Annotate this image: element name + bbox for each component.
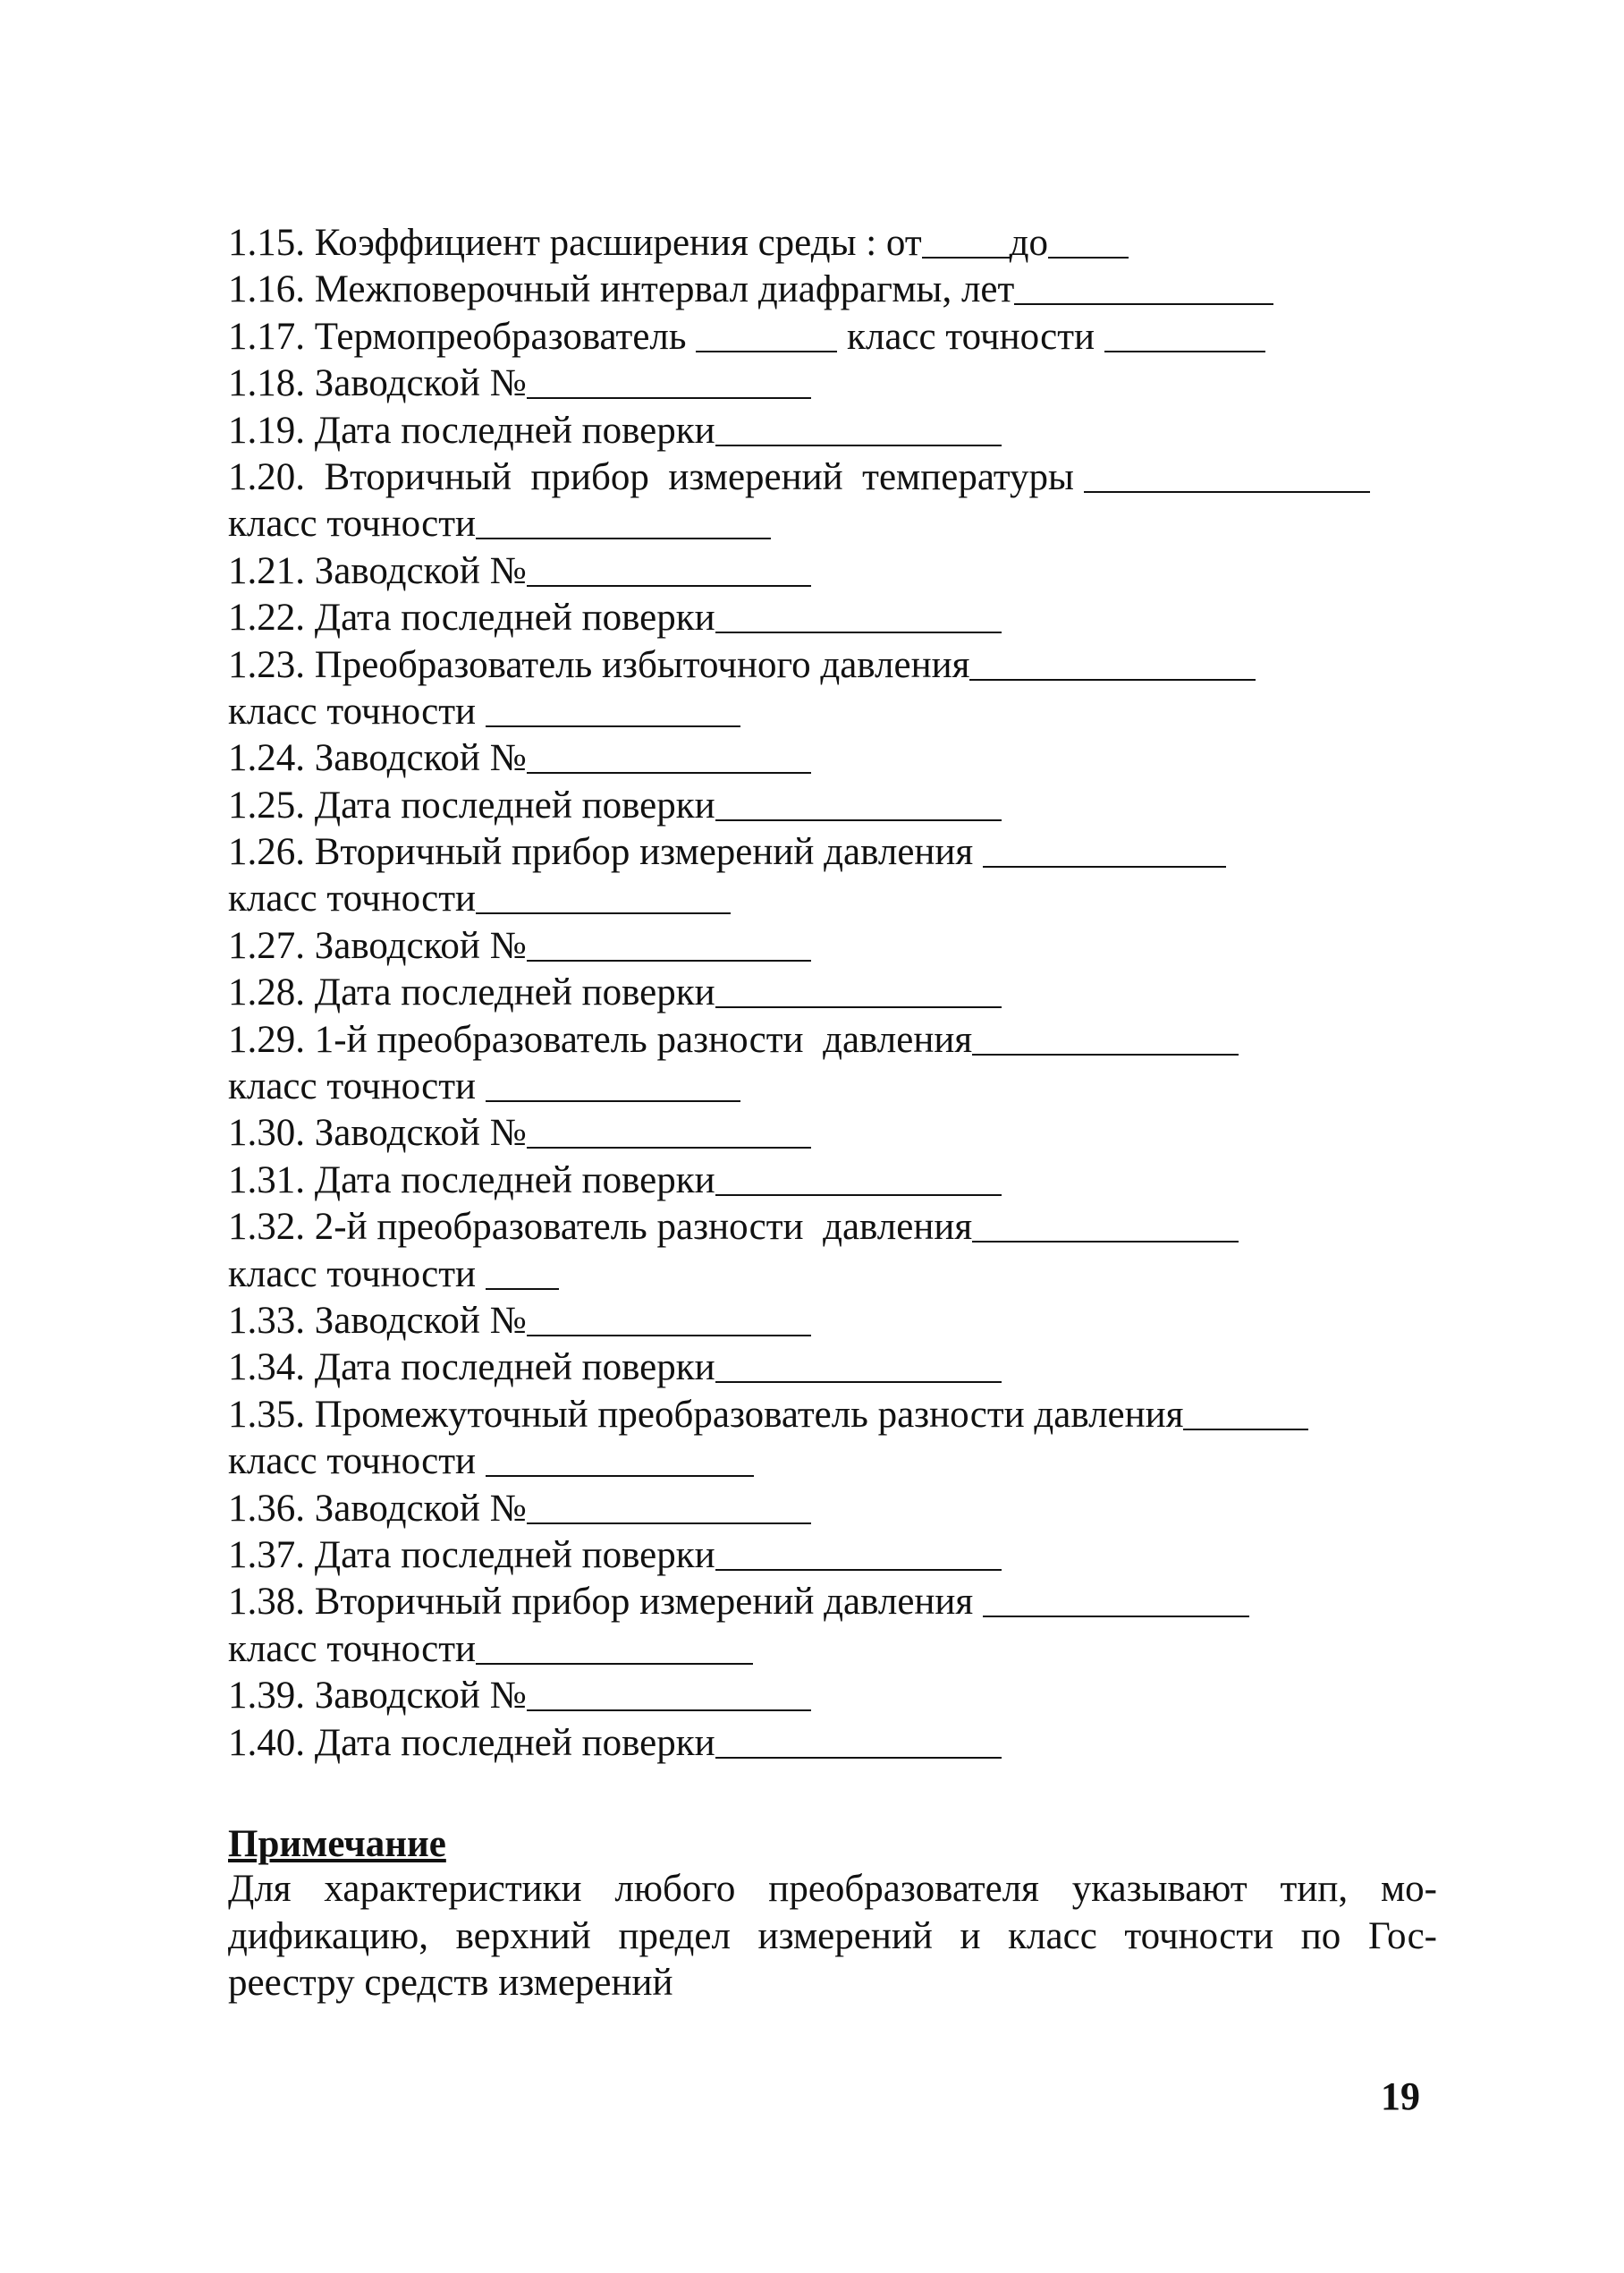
field-label: 1.25. Дата последней поверки: [228, 784, 715, 827]
form-field-line: [228, 1298, 1462, 1344]
form-field-line: [228, 1486, 1462, 1532]
blank-fill-line[interactable]: [1014, 267, 1273, 305]
form-field-line: [228, 220, 1462, 267]
field-label: 1.37. Дата последней поверки: [228, 1533, 715, 1576]
blank-fill-line[interactable]: [1183, 1393, 1308, 1430]
field-label: 1.38. Вторичный прибор измерений давления: [228, 1581, 983, 1624]
form-field-line: [228, 689, 1462, 735]
blank-fill-line[interactable]: [527, 549, 811, 587]
field-label: 1.26. Вторичный прибор измерений давления: [228, 831, 983, 874]
field-label: 1.24. Заводской №: [228, 737, 527, 780]
blank-fill-line[interactable]: [1048, 221, 1129, 259]
field-label: 1.17. Термопреобразователь: [228, 315, 697, 358]
form-field-line: [228, 642, 1462, 689]
field-label: 1.33. Заводской №: [228, 1299, 527, 1342]
blank-fill-line[interactable]: [527, 1674, 811, 1711]
form-field-line: [228, 1673, 1462, 1719]
field-label: класс точности: [228, 503, 477, 546]
form-field-line: [228, 501, 1462, 547]
form-field-line: [228, 923, 1462, 970]
blank-fill-line[interactable]: [715, 1721, 1002, 1759]
field-label: 1.19. Дата последней поверки: [228, 409, 715, 452]
note-line: Для характеристики любого преобразователя указывают тип, мо-: [228, 1868, 1437, 1910]
field-label: 1.40. Дата последней поверки: [228, 1721, 715, 1764]
form-field-line: [228, 1017, 1462, 1064]
form-field-line: [228, 1579, 1462, 1625]
blank-fill-line[interactable]: [715, 1158, 1002, 1196]
field-label: класс точности: [228, 878, 477, 920]
form-field-line: [228, 1532, 1462, 1579]
blank-fill-line[interactable]: [922, 221, 1010, 259]
form-field-line: [228, 595, 1462, 641]
form-field-line: [228, 1110, 1462, 1157]
field-label: 1.23. Преобразователь избыточного давления: [228, 643, 970, 686]
form-field-line: [228, 1344, 1462, 1391]
field-label: 1.34. Дата последней поверки: [228, 1346, 715, 1389]
field-label: 1.39. Заводской №: [228, 1675, 527, 1717]
form-field-line: [228, 454, 1462, 501]
blank-fill-line[interactable]: [486, 1252, 559, 1290]
blank-fill-line[interactable]: [1084, 455, 1370, 493]
blank-fill-line[interactable]: [527, 361, 811, 399]
field-label: класс точности: [228, 1252, 486, 1295]
blank-fill-line[interactable]: [715, 971, 1002, 1008]
blank-fill-line[interactable]: [486, 690, 740, 727]
blank-fill-line[interactable]: [527, 1111, 811, 1149]
note-heading: Примечание: [228, 1823, 446, 1865]
field-label: 1.15. Коэффициент расширения среды : от: [228, 222, 922, 264]
field-label: 1.29. 1-й преобразователь разности давления: [228, 1018, 973, 1061]
form-field-line: [228, 1204, 1462, 1251]
form-field-line: [228, 970, 1462, 1016]
form-field-line: [228, 548, 1462, 595]
field-label: 1.31. Дата последней поверки: [228, 1158, 715, 1201]
blank-fill-line[interactable]: [715, 596, 1002, 633]
blank-fill-line[interactable]: [983, 830, 1226, 868]
field-sublabel: класс точности: [837, 315, 1104, 358]
blank-fill-line[interactable]: [715, 784, 1002, 821]
field-label: 1.20. Вторичный прибор измерений температуры: [228, 455, 1084, 498]
blank-fill-line[interactable]: [983, 1580, 1249, 1617]
blank-fill-line[interactable]: [972, 1018, 1239, 1056]
form-field-line: [228, 1626, 1462, 1673]
form-field-line: [228, 314, 1462, 360]
blank-fill-line[interactable]: [476, 877, 731, 914]
blank-fill-line[interactable]: [969, 643, 1256, 681]
form-field-line: [228, 1438, 1462, 1485]
note-line: дификацию, верхний предел измерений и класс точности по Гос-: [228, 1914, 1437, 1957]
blank-fill-line[interactable]: [527, 1299, 811, 1336]
form-field-line: [228, 267, 1462, 313]
blank-fill-line[interactable]: [486, 1439, 754, 1477]
form-field-line: [228, 408, 1462, 454]
blank-fill-line[interactable]: [715, 1345, 1002, 1383]
field-label: 1.32. 2-й преобразователь разности давления: [228, 1206, 973, 1249]
form-field-line: [228, 1392, 1462, 1438]
form-field-line: [228, 829, 1462, 876]
page-number: 19: [1381, 2074, 1420, 2118]
blank-fill-line[interactable]: [527, 1487, 811, 1524]
field-label: 1.27. Заводской №: [228, 924, 527, 967]
field-label: 1.18. Заводской №: [228, 362, 527, 405]
blank-fill-line[interactable]: [1104, 315, 1265, 352]
form-fields-list: [228, 220, 1462, 1767]
field-label: класс точности: [228, 690, 486, 733]
field-label: 1.35. Промежуточный преобразователь разности давления: [228, 1393, 1184, 1436]
blank-fill-line[interactable]: [715, 1533, 1002, 1571]
field-label: класс точности: [228, 1065, 486, 1108]
field-label: 1.28. Дата последней поверки: [228, 971, 715, 1014]
field-label: 1.30. Заводской №: [228, 1112, 527, 1155]
blank-fill-line[interactable]: [476, 502, 771, 539]
field-label: класс точности: [228, 1440, 486, 1483]
form-field-line: [228, 360, 1462, 407]
form-field-line: [228, 1251, 1462, 1298]
note-line: реестру средств измерений: [228, 1962, 673, 2004]
field-label: класс точности: [228, 1627, 477, 1670]
field-sublabel: до: [1009, 222, 1049, 264]
form-field-line: [228, 1158, 1462, 1204]
form-field-line: [228, 735, 1462, 782]
form-field-line: [228, 783, 1462, 829]
blank-fill-line[interactable]: [486, 1064, 740, 1102]
note-paragraph: [228, 1866, 1437, 2007]
field-label: 1.16. Межповерочный интервал диафрагмы, лет: [228, 268, 1015, 311]
form-field-line: [228, 876, 1462, 922]
field-label: 1.22. Дата последней поверки: [228, 597, 715, 640]
blank-fill-line[interactable]: [527, 736, 811, 774]
form-field-line: [228, 1720, 1462, 1767]
form-field-line: [228, 1064, 1462, 1110]
blank-fill-line[interactable]: [527, 924, 811, 962]
field-label: 1.36. Заводской №: [228, 1487, 527, 1530]
field-label: 1.21. Заводской №: [228, 549, 527, 592]
blank-fill-line[interactable]: [972, 1205, 1239, 1243]
blank-fill-line[interactable]: [476, 1627, 753, 1665]
blank-fill-line[interactable]: [715, 409, 1002, 446]
blank-fill-line[interactable]: [696, 315, 837, 352]
